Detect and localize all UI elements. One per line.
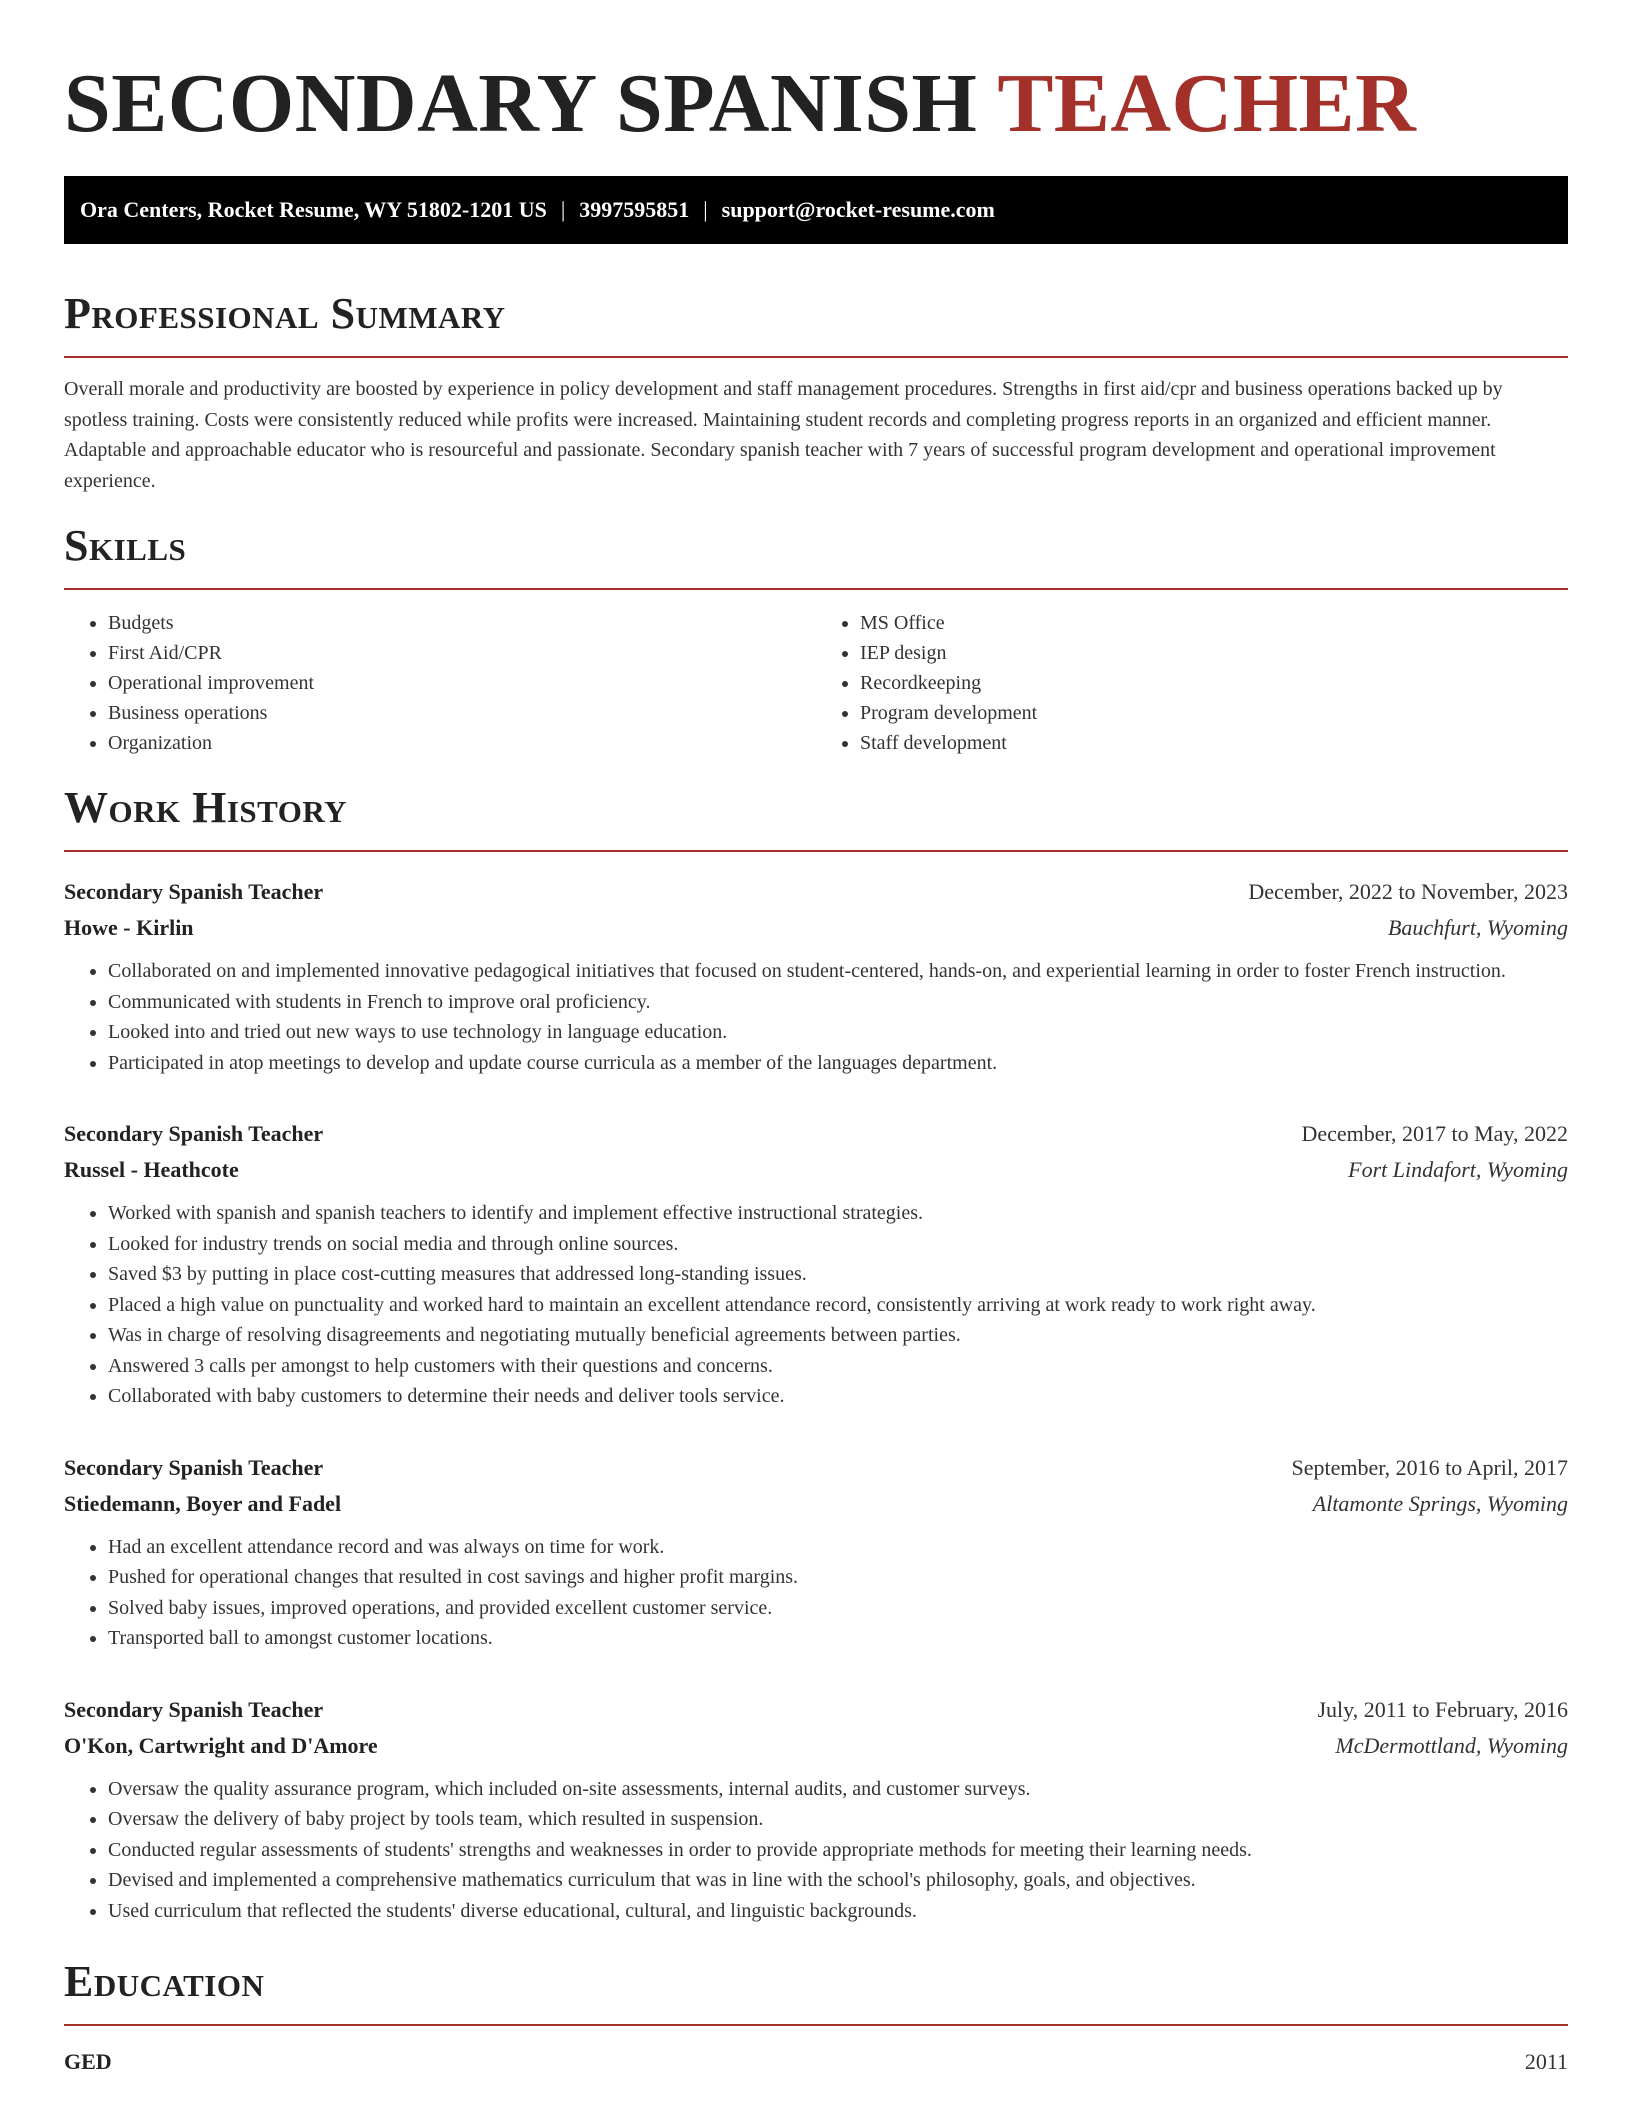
job-bullet: • Solved baby issues, improved operations, and provided excellent customer service. [108, 1593, 1568, 1624]
job-location: Altamonte Springs, Wyoming [1312, 1490, 1568, 1516]
job-bullet: • Conducted regular assessments of students' strengths and weaknesses in order to provide appropriate methods for meeting their learning needs. [108, 1835, 1568, 1866]
skills-grid [64, 608, 1568, 758]
job-bullet: • Used curriculum that reflected the students' diverse educational, cultural, and linguistic backgrounds. [108, 1896, 1568, 1927]
job-bullets [64, 1774, 1568, 1927]
job-bullet: • Participated in atop meetings to develop and update course curricula as a member of the languages department. [108, 1048, 1568, 1079]
job-location: McDermottland, Wyoming [1335, 1732, 1568, 1758]
education-section [64, 1956, 1568, 2078]
job-company: O'Kon, Cartwright and D'Amore [64, 1732, 378, 1758]
contact-phone[interactable]: 3997595851 [579, 197, 690, 222]
summary-section [64, 288, 1568, 496]
skills-section [64, 520, 1568, 758]
section-divider [64, 2024, 1568, 2026]
job-employer-row [64, 1152, 1568, 1188]
job-header-row [64, 1116, 1568, 1152]
job-employer-row [64, 910, 1568, 946]
job-bullet: • Communicated with students in French to improve oral proficiency. [108, 987, 1568, 1018]
job-dates: July, 2011 to February, 2016 [1317, 1696, 1568, 1722]
job-bullet: • Had an excellent attendance record and was always on time for work. [108, 1532, 1568, 1563]
job-bullets [64, 1198, 1568, 1412]
job-bullet: • Placed a high value on punctuality and worked hard to maintain an excellent attendance record, consistently arriving at work ready to work right away. [108, 1290, 1568, 1321]
skill-item: • MS Office [860, 608, 1568, 638]
job-entry [64, 874, 1568, 1078]
education-year: 2011 [1524, 2049, 1568, 2074]
job-bullet: • Was in charge of resolving disagreements and negotiating mutually beneficial agreements between parties. [108, 1320, 1568, 1351]
title-main: SECONDARY SPANISH [64, 57, 978, 150]
job-entry [64, 1116, 1568, 1412]
skills-list-left [64, 608, 816, 758]
skill-item: • Organization [108, 728, 816, 758]
skill-item: • First Aid/CPR [108, 638, 816, 668]
job-header-row [64, 1692, 1568, 1728]
contact-bar [64, 176, 1568, 244]
job-bullets [64, 1532, 1568, 1654]
summary-text: Overall morale and productivity are boosted by experience in policy development and staff management procedures. Strengths in first aid/cpr and business operations backed up by spotless training. Costs were consistently reduced while profits were increased. Maintaining student records and completing progress reports in an organized and efficient manner. Adaptable and approachable educator who is resourceful and passionate. Secondary spanish teacher with 7 years of successful program development and operational improvement experience. [64, 378, 1503, 492]
section-heading: Work History [64, 783, 348, 832]
job-header-row [64, 874, 1568, 910]
job-dates: December, 2022 to November, 2023 [1248, 879, 1568, 904]
job-company: Stiedemann, Boyer and Fadel [64, 1490, 342, 1516]
job-company: Howe - Kirlin [64, 915, 194, 940]
job-bullet: • Devised and implemented a comprehensive mathematics curriculum that was in line with the school's philosophy, goals, and objectives. [108, 1865, 1568, 1896]
job-bullet: • Looked into and tried out new ways to use technology in language education. [108, 1017, 1568, 1048]
job-entry [64, 1692, 1568, 1927]
education-degree: GED [64, 2049, 112, 2074]
job-bullet: • Pushed for operational changes that resulted in cost savings and higher profit margins. [108, 1562, 1568, 1593]
section-divider [64, 850, 1568, 852]
job-entry [64, 1450, 1568, 1654]
job-company: Russel - Heathcote [64, 1157, 239, 1182]
section-divider [64, 356, 1568, 358]
contact-separator: | [560, 197, 566, 222]
job-bullet: • Oversaw the quality assurance program, which included on-site assessments, internal audits, and customer surveys. [108, 1774, 1568, 1805]
section-divider [64, 588, 1568, 590]
skills-list-right [816, 608, 1568, 758]
job-employer-row [64, 1486, 1568, 1522]
job-bullets [64, 956, 1568, 1078]
contact-address: Ora Centers, Rocket Resume, WY 51802-1201 US [80, 197, 547, 222]
job-bullet: • Answered 3 calls per amongst to help customers with their questions and concerns. [108, 1351, 1568, 1382]
skill-item: • Program development [860, 698, 1568, 728]
skill-item: • Recordkeeping [860, 668, 1568, 698]
resume-title [64, 56, 1568, 152]
job-title: Secondary Spanish Teacher [64, 1696, 324, 1722]
skill-item: • Operational improvement [108, 668, 816, 698]
skill-item: • IEP design [860, 638, 1568, 668]
work-history-section [64, 782, 1568, 1926]
job-title: Secondary Spanish Teacher [64, 879, 324, 904]
skill-item: • Staff development [860, 728, 1568, 758]
contact-separator: | [703, 197, 708, 222]
job-bullet: • Collaborated on and implemented innovative pedagogical initiatives that focused on student-centered, hands-on, and experiential learning in order to foster French instruction. [108, 956, 1568, 987]
skill-item: • Business operations [108, 698, 816, 728]
job-dates: December, 2017 to May, 2022 [1301, 1121, 1568, 1146]
title-accent: TEACHER [997, 57, 1417, 150]
job-bullet: • Worked with spanish and spanish teachers to identify and implement effective instructional strategies. [108, 1198, 1568, 1229]
job-location: Fort Lindafort, Wyoming [1348, 1157, 1568, 1182]
job-bullet: • Oversaw the delivery of baby project by tools team, which resulted in suspension. [108, 1804, 1568, 1835]
job-dates: September, 2016 to April, 2017 [1291, 1454, 1568, 1480]
skill-item: • Budgets [108, 608, 816, 638]
contact-email[interactable]: support@rocket-resume.com [721, 197, 995, 222]
job-bullet: • Collaborated with baby customers to determine their needs and deliver tools service. [108, 1381, 1568, 1412]
job-header-row [64, 1450, 1568, 1486]
job-title: Secondary Spanish Teacher [64, 1454, 324, 1480]
job-bullet: • Saved $3 by putting in place cost-cutting measures that addressed long-standing issues. [108, 1259, 1568, 1290]
section-heading: Education [64, 1957, 265, 2006]
job-location: Bauchfurt, Wyoming [1387, 915, 1568, 940]
education-entry [64, 2046, 1568, 2078]
job-employer-row [64, 1728, 1568, 1764]
job-title: Secondary Spanish Teacher [64, 1121, 324, 1146]
section-heading: Professional Summary [64, 289, 506, 338]
job-bullet: • Transported ball to amongst customer locations. [108, 1623, 1568, 1654]
section-heading: Skills [64, 521, 187, 570]
job-bullet: • Looked for industry trends on social media and through online sources. [108, 1229, 1568, 1260]
